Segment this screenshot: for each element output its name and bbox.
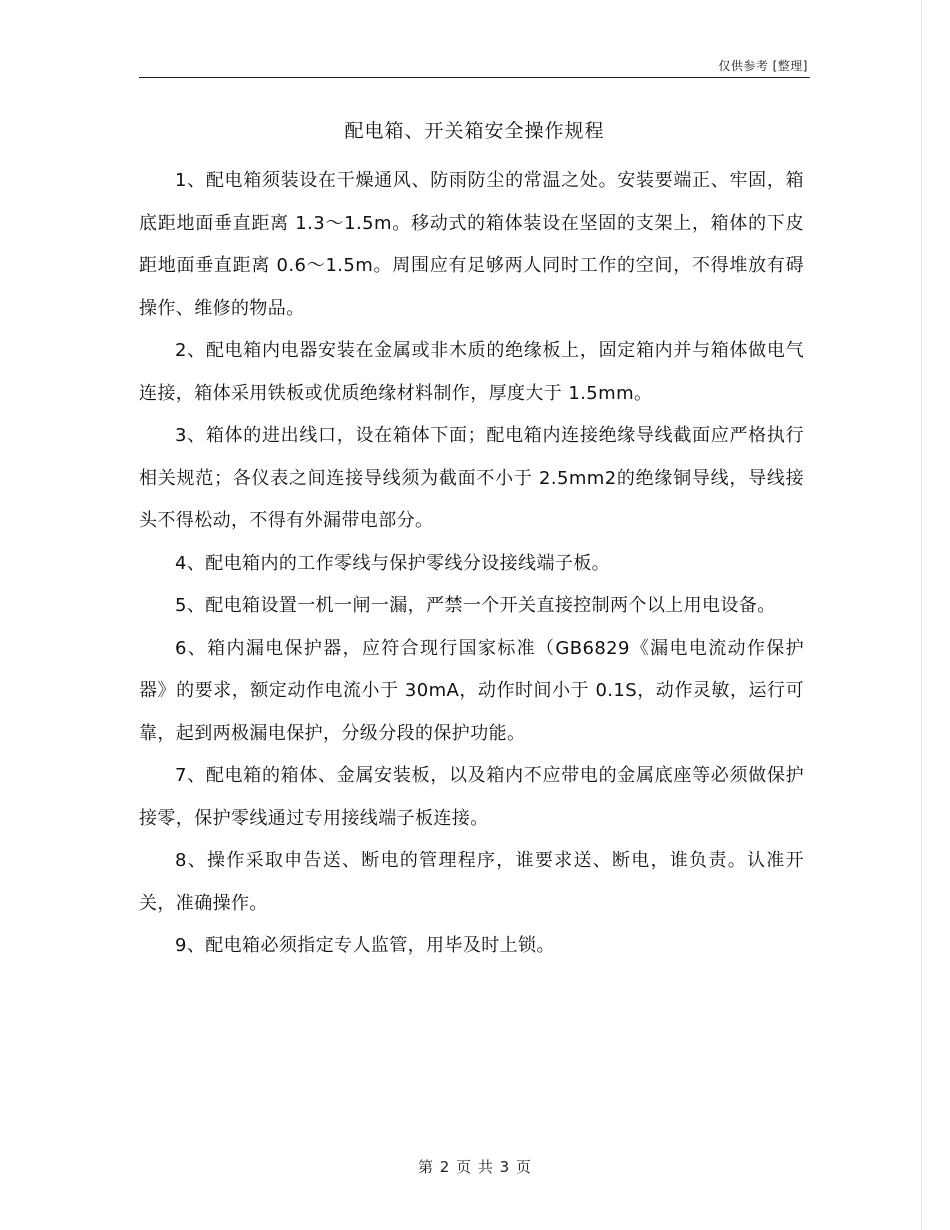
- paragraph-9: 9、配电箱必须指定专人监管，用毕及时上锁。: [175, 935, 555, 956]
- header-rule: [139, 77, 810, 78]
- paragraph-7: 7、配电箱的箱体、金属安装板，以及箱内不应带电的金属底座等必须做保护接零，保护零线通过专用接线端子板连接。: [139, 765, 804, 829]
- paragraph-5: 5、配电箱设置一机一闸一漏，严禁一个开关直接控制两个以上用电设备。: [175, 595, 776, 616]
- paragraph-4: 4、配电箱内的工作零线与保护零线分设接线端子板。: [175, 552, 611, 574]
- paragraph-2: 2、配电箱内电器安装在金属或非木质的绝缘板上，固定箱内并与箱体做电气连接，箱体采用铁板或优质绝缘材料制作，厚度大于 1.5mm。: [139, 340, 804, 404]
- paragraph-8: 8、操作采取申告送、断电的管理程序，谁要求送、断电，谁负责。认准开关，准确操作。: [139, 850, 804, 914]
- document-body: [139, 160, 804, 968]
- paragraph-1: 1、配电箱须装设在干燥通风、防雨防尘的常温之处。安装要端正、牢固，箱底距地面垂直距离 1.3～1.5m。移动式的箱体装设在坚固的支架上，箱体的下皮距地面垂直距离 0.6～1.5m。周围应有足够两人同时工作的空间，不得堆放有碍操作、维修的物品。: [139, 170, 804, 319]
- paragraph-6: 6、箱内漏电保护器，应符合现行国家标准（GB6829《漏电电流动作保护器》的要求，额定动作电流小于 30mA，动作时间小于 0.1S，动作灵敏，运行可靠，起到两极漏电保护，分级分段的保护功能。: [139, 637, 804, 744]
- header-note: 仅供参考 [整理]: [718, 59, 808, 73]
- document-title: 配电箱、开关箱安全操作规程: [344, 120, 605, 142]
- page-number: 第 2 页 共 3 页: [418, 1158, 532, 1176]
- page-edge: [921, 0, 922, 1230]
- paragraph-3: 3、箱体的进出线口，设在箱体下面；配电箱内连接绝缘导线截面应严格执行相关规范；各仪表之间连接导线须为截面不小于 2.5mm2的绝缘铜导线，导线接头不得松动，不得有外漏带电部分。: [139, 425, 804, 531]
